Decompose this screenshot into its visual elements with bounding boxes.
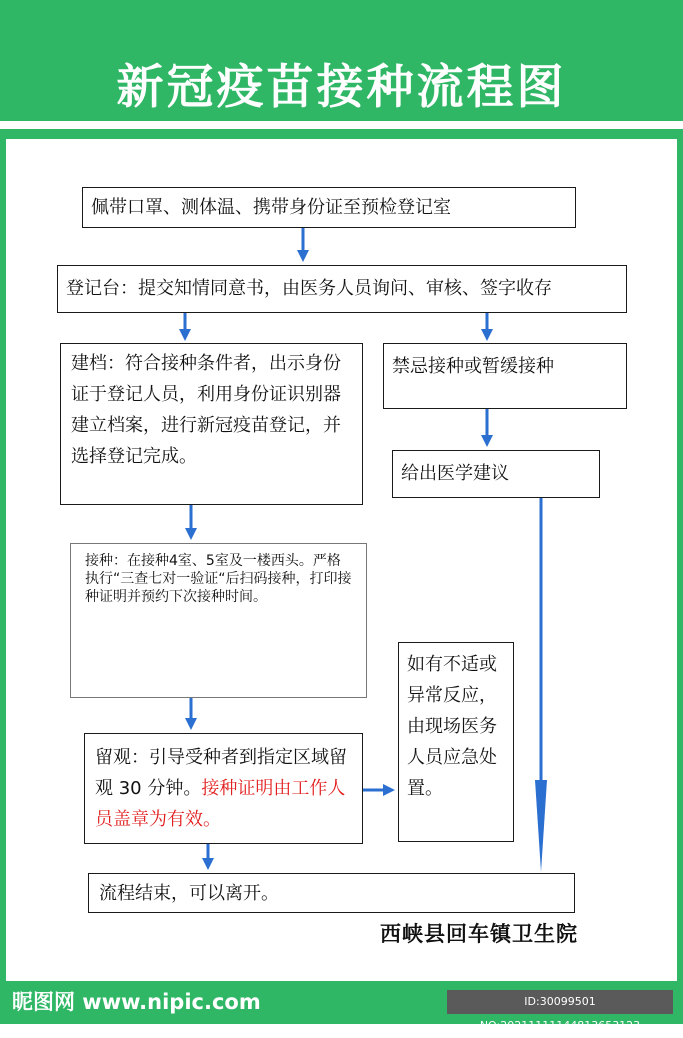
organization-name: 西峡县回车镇卫生院 [380,922,578,946]
step-precheck: 佩带口罩、测体温、携带身份证至预检登记室 [82,187,576,228]
step-adverse-reaction: 如有不适或异常反应，由现场医务人员应急处置。 [398,642,514,842]
step-medical-advice: 给出医学建议 [392,450,600,498]
observation-text: 留观：引导受种者到指定区域留观 30 分钟。 [95,747,347,799]
step-observation [84,733,363,844]
step-contraindication: 禁忌接种或暂缓接种 [383,343,627,409]
watermark-id: ID:30099501 NO:20211111144813653123 [447,990,673,1014]
page-title: 新冠疫苗接种流程图 [116,60,567,115]
step-registration: 登记台：提交知情同意书，由医务人员询问、审核、签字收存 [57,265,627,313]
step-finish: 流程结束，可以离开。 [88,873,575,913]
observation-note: 接种证明由工作人员盖章为有效。 [95,778,346,830]
step-vaccination: 接种：在接种4室、5室及一楼西头。严格执行“三查七对一验证“后扫码接种，打印接种证明并预约下次接种时间。 [70,543,367,698]
watermark-logo: 昵图网 www.nipic.com [12,990,261,1014]
arrow-side2-s6 [535,498,547,872]
step-filing: 建档：符合接种条件者，出示身份证于登记人员，利用身份证识别器建立档案，进行新冠疫苗登记，并选择登记完成。 [60,343,363,505]
